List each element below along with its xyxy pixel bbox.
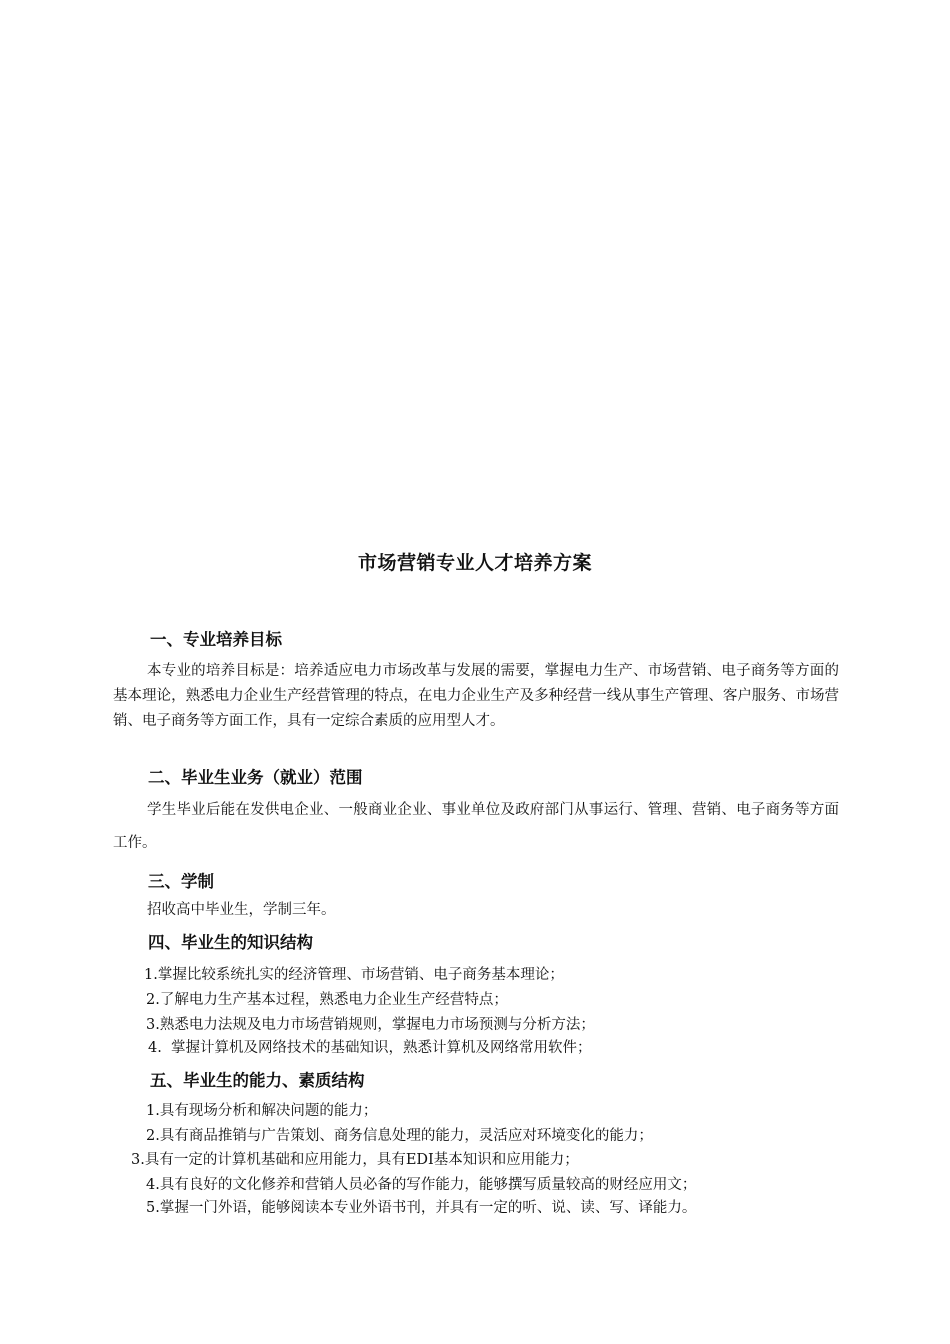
- list-item: 3.熟悉电力法规及电力市场营销规则，掌握电力市场预测与分析方法；: [146, 1017, 595, 1033]
- section-heading-1: 一、专业培养目标: [150, 630, 282, 649]
- list-item: 2.了解电力生产基本过程，熟悉电力企业生产经营特点；: [146, 992, 508, 1008]
- list-item: 1.具有现场分析和解决问题的能力；: [146, 1103, 378, 1119]
- section-heading-2: 二、毕业生业务（就业）范围: [148, 768, 363, 787]
- list-item: 5.掌握一门外语，能够阅读本专业外语书刊，并具有一定的听、说、读、写、译能力。: [146, 1200, 697, 1216]
- list-item: 4. 掌握计算机及网络技术的基础知识，熟悉计算机及网络常用软件；: [148, 1040, 592, 1056]
- list-item: 1.掌握比较系统扎实的经济管理、市场营销、电子商务基本理论；: [144, 967, 564, 983]
- section-1-paragraph: 本专业的培养目标是：培养适应电力市场改革与发展的需要，掌握电力生产、市场营销、电子商务等方面的基本理论，熟悉电力企业生产经营管理的特点，在电力企业生产及多种经营一线从事生产管理、客户服务、市场营销、电子商务等方面工作，具有一定综合素质的应用型人才。: [113, 663, 839, 729]
- section-3-paragraph: 招收高中毕业生，学制三年。: [147, 902, 336, 918]
- section-heading-5: 五、毕业生的能力、素质结构: [150, 1071, 365, 1090]
- document-title: 市场营销专业人才培养方案: [357, 552, 592, 574]
- list-item: 3.具有一定的计算机基础和应用能力，具有EDI基本知识和应用能力；: [131, 1152, 579, 1168]
- section-heading-4: 四、毕业生的知识结构: [148, 933, 313, 952]
- section-heading-3: 三、学制: [148, 872, 214, 891]
- list-item: 2.具有商品推销与广告策划、商务信息处理的能力，灵活应对环境变化的能力；: [146, 1128, 653, 1144]
- section-2-paragraph: 学生毕业后能在发供电企业、一般商业企业、事业单位及政府部门从事运行、管理、营销、电子商务等方面工作。: [113, 802, 839, 851]
- list-item: 4.具有良好的文化修养和营销人员必备的写作能力，能够撰写质量较高的财经应用文；: [146, 1177, 697, 1193]
